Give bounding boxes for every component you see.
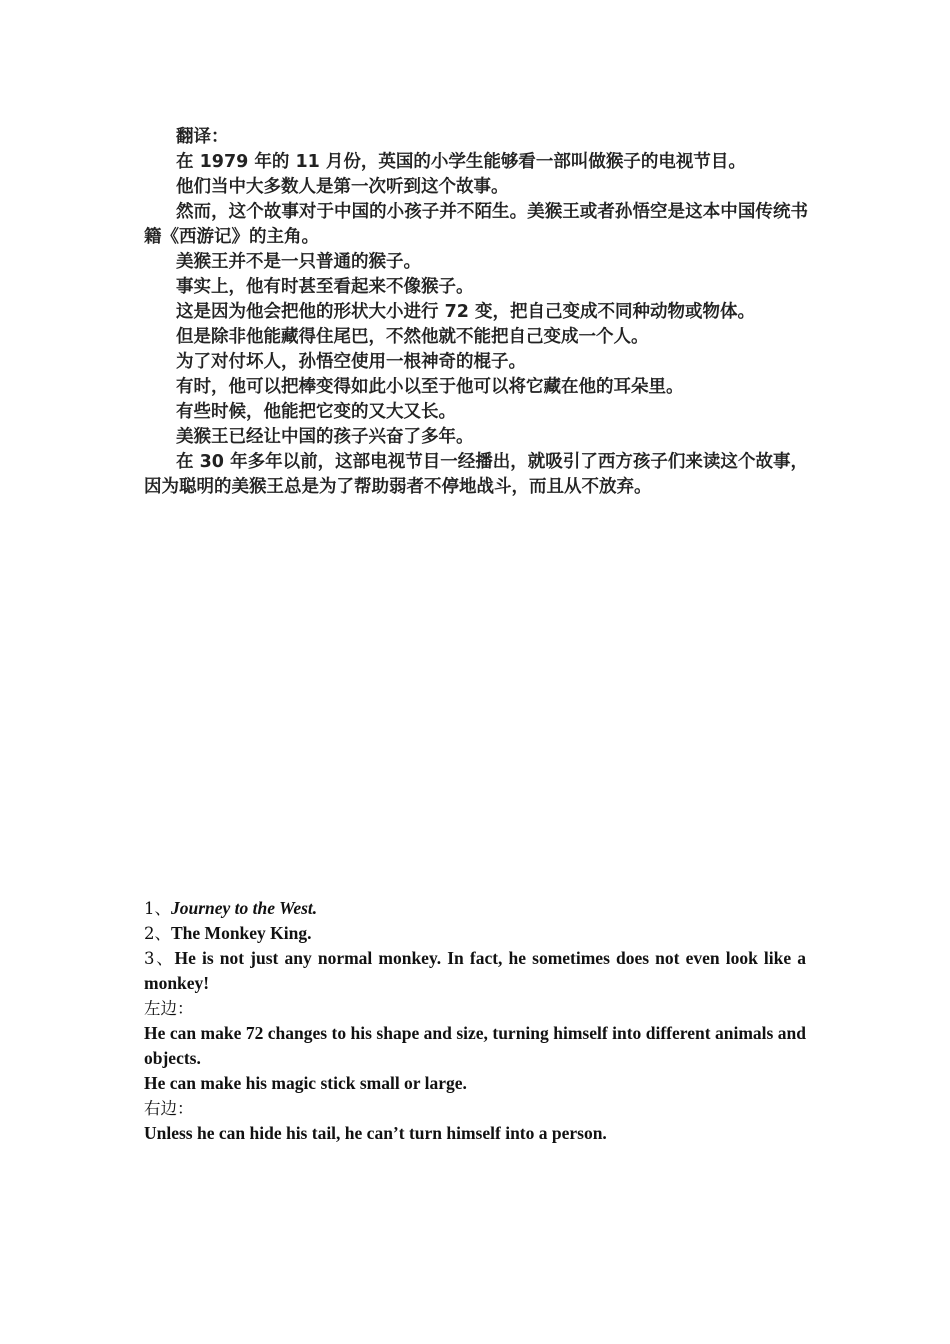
translation-paragraph: 事实上，他有时甚至看起来不像猴子。: [176, 277, 474, 297]
left-answer-1: He can make 72 changes to his shape and size, turning himself into different animals and objects.: [144, 1023, 806, 1068]
answer-1-number: 1、: [144, 899, 171, 918]
left-answer-2: He can make his magic stick small or large.: [144, 1073, 467, 1093]
translation-paragraph: 为了对付坏人，孙悟空使用一根神奇的棍子。: [176, 352, 526, 372]
left-label: 左边：: [144, 999, 194, 1018]
translation-heading: 翻译：: [176, 127, 229, 147]
answer-2-text: The Monkey King.: [171, 923, 312, 943]
translation-paragraph: 在 30 年多年以前，这部电视节目一经播出，就吸引了西方孩子们来读这个故事，因为聪明的美猴王总是为了帮助弱者不停地战斗，而且从不放弃。: [144, 452, 808, 497]
translation-paragraph: 他们当中大多数人是第一次听到这个故事。: [176, 177, 509, 197]
right-label: 右边：: [144, 1099, 194, 1118]
answer-1-text: Journey to the West.: [171, 898, 318, 918]
translation-paragraph: 在 1979 年的 11 月份，英国的小学生能够看一部叫做猴子的电视节目。: [176, 152, 746, 172]
answer-3: [144, 946, 806, 996]
translation-paragraph: 但是除非他能藏得住尾巴，不然他就不能把自己变成一个人。: [176, 327, 649, 347]
answer-1: [144, 896, 806, 921]
answer-3-text: He is not just any normal monkey. In fact, he sometimes does not even look like a monkey!: [144, 948, 807, 993]
translation-section: [144, 125, 808, 500]
answers-section: [144, 896, 806, 1146]
translation-paragraph: 有时，他可以把棒变得如此小以至于他可以将它藏在他的耳朵里。: [176, 377, 684, 397]
right-answer-1: Unless he can hide his tail, he can’t turn himself into a person.: [144, 1123, 607, 1143]
translation-paragraph: 美猴王已经让中国的孩子兴奋了多年。: [176, 427, 474, 447]
answer-2-number: 2、: [144, 924, 171, 943]
translation-paragraph: 然而，这个故事对于中国的小孩子并不陌生。美猴王或者孙悟空是这本中国传统书籍《西游记》的主角。: [144, 202, 808, 247]
answer-3-number: 3、: [144, 949, 175, 968]
translation-paragraph: 美猴王并不是一只普通的猴子。: [176, 252, 421, 272]
translation-paragraph: 这是因为他会把他的形状大小进行 72 变，把自己变成不同种动物或物体。: [176, 302, 756, 322]
answer-2: [144, 921, 806, 946]
translation-paragraph: 有些时候，他能把它变的又大又长。: [176, 402, 456, 422]
